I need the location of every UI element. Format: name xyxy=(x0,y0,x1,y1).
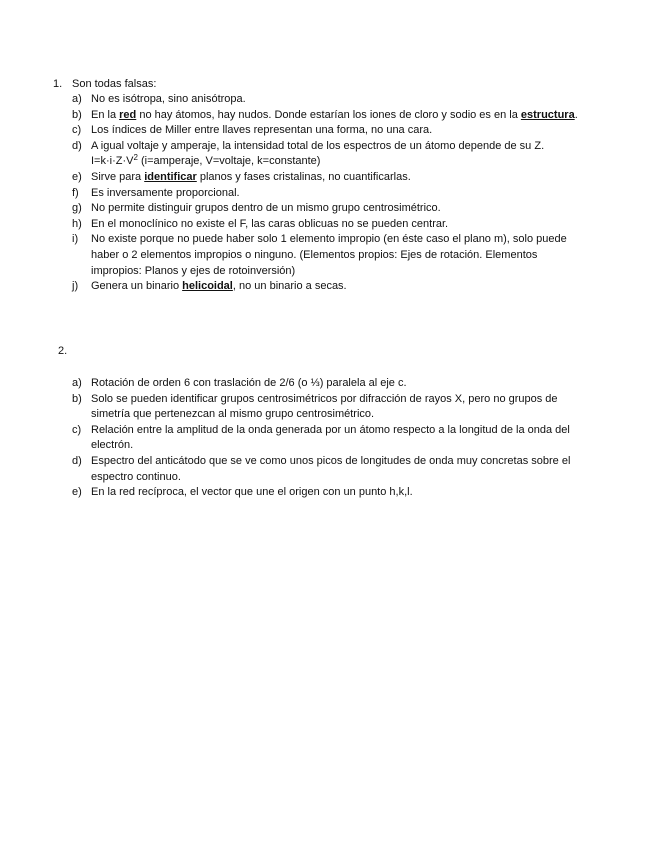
text-run: Genera un binario xyxy=(91,280,183,293)
text-run: No permite distinguir grupos dentro de un mismo grupo centrosimétrico. xyxy=(91,202,441,215)
item-text xyxy=(91,233,567,276)
item-text xyxy=(91,124,432,136)
text-run: planos y fases cristalinas, no cuantificarlas. xyxy=(196,170,411,183)
text-run: . xyxy=(574,108,578,121)
question-number: 2. xyxy=(58,345,68,357)
question-1-header xyxy=(0,76,655,92)
item-text xyxy=(91,393,558,421)
text-run: Sirve para xyxy=(91,170,145,183)
text-run: (i=amperaje, V=voltaje, k=constante) xyxy=(137,155,321,168)
list-item xyxy=(0,217,581,233)
text-run: Es inversamente proporcional. xyxy=(91,186,240,199)
list-item xyxy=(0,454,581,485)
emphasized-term: helicoidal xyxy=(182,280,233,293)
list-item xyxy=(0,485,581,501)
item-letter: c) xyxy=(72,423,82,436)
text-run: En el monoclínico no existe el F, las caras oblicuas no se pueden centrar. xyxy=(91,217,449,230)
item-text xyxy=(91,171,411,183)
question-2 xyxy=(0,343,655,501)
list-item xyxy=(0,376,581,392)
text-run: Solo se pueden identificar grupos centrosimétricos por difracción de rayos X, pero no grupos de simetría que pertenezcan al mismo grupo centrosimétrico. xyxy=(91,392,558,421)
list-item xyxy=(0,392,581,423)
item-letter: h) xyxy=(72,217,82,230)
list-item xyxy=(0,423,581,454)
item-letter: d) xyxy=(72,454,82,467)
list-item xyxy=(0,123,581,139)
emphasized-term: red xyxy=(119,108,137,121)
item-text xyxy=(91,109,578,121)
list-item xyxy=(0,170,581,186)
item-letter: b) xyxy=(72,108,82,121)
item-text xyxy=(91,455,570,483)
item-letter: b) xyxy=(72,392,82,405)
list-item xyxy=(0,201,581,217)
question-title: Son todas falsas: xyxy=(72,78,157,90)
item-text xyxy=(91,486,413,498)
answer-list xyxy=(0,92,655,295)
item-letter: a) xyxy=(72,377,82,389)
item-letter: e) xyxy=(72,170,82,183)
item-text xyxy=(91,187,240,199)
answer-list xyxy=(0,376,655,501)
text-run: No existe porque no puede haber solo 1 elemento impropio (en éste caso el plano m), solo puede haber o 2 elementos impropios o ninguno. (Elementos propios: Ejes de rotación. Elementos impropios: Planos y ejes de rotoinversión) xyxy=(91,233,567,277)
item-text xyxy=(91,280,347,292)
emphasized-term: identificar xyxy=(144,170,197,183)
superscript: 2 xyxy=(133,153,138,163)
item-text xyxy=(91,140,544,168)
item-text xyxy=(91,93,246,105)
item-letter: d) xyxy=(72,139,82,152)
list-item xyxy=(0,139,581,170)
item-letter: e) xyxy=(72,486,82,499)
text-run: En la red recíproca, el vector que une el origen con un punto h,k,l. xyxy=(91,486,413,499)
text-run: Rotación de orden 6 con traslación de 2/6 (o ⅓) paralela al eje c. xyxy=(91,377,407,389)
item-letter: c) xyxy=(72,124,82,137)
item-letter: i) xyxy=(72,233,79,246)
text-run: A igual voltaje y amperaje, la intensidad total de los espectros de un átomo depende de su Z. I=k·i·Z·V xyxy=(91,139,545,168)
text-run: Los índices de Miller entre llaves representan una forma, no una cara. xyxy=(91,124,433,137)
question-1 xyxy=(0,76,655,295)
item-letter: g) xyxy=(72,202,82,215)
text-run: Espectro del anticátodo que se ve como unos picos de longitudes de onda muy concretas sobre el espectro continuo. xyxy=(91,454,571,483)
question-2-header xyxy=(0,343,655,359)
emphasized-term: estructura xyxy=(520,108,575,121)
list-item xyxy=(0,108,581,124)
list-item xyxy=(0,232,581,279)
item-text xyxy=(91,377,407,389)
question-number: 1. xyxy=(53,78,63,90)
text-run: , no un binario a secas. xyxy=(232,280,347,293)
list-item xyxy=(0,186,581,202)
blank-line xyxy=(0,359,655,376)
item-text xyxy=(91,202,441,214)
text-run: no hay átomos, hay nudos. Donde estarían los iones de cloro y sodio es en la xyxy=(136,108,521,121)
text-run: En la xyxy=(91,108,120,121)
item-letter: j) xyxy=(72,280,79,293)
item-text xyxy=(91,218,448,230)
text-run: No es isótropa, sino anisótropa. xyxy=(91,93,246,105)
list-item xyxy=(0,279,581,295)
text-run: Relación entre la amplitud de la onda generada por un átomo respecto a la longitud de la onda del electrón. xyxy=(91,423,570,452)
list-item xyxy=(0,92,581,108)
item-letter: f) xyxy=(72,186,79,199)
item-text xyxy=(91,424,570,452)
item-letter: a) xyxy=(72,93,82,105)
